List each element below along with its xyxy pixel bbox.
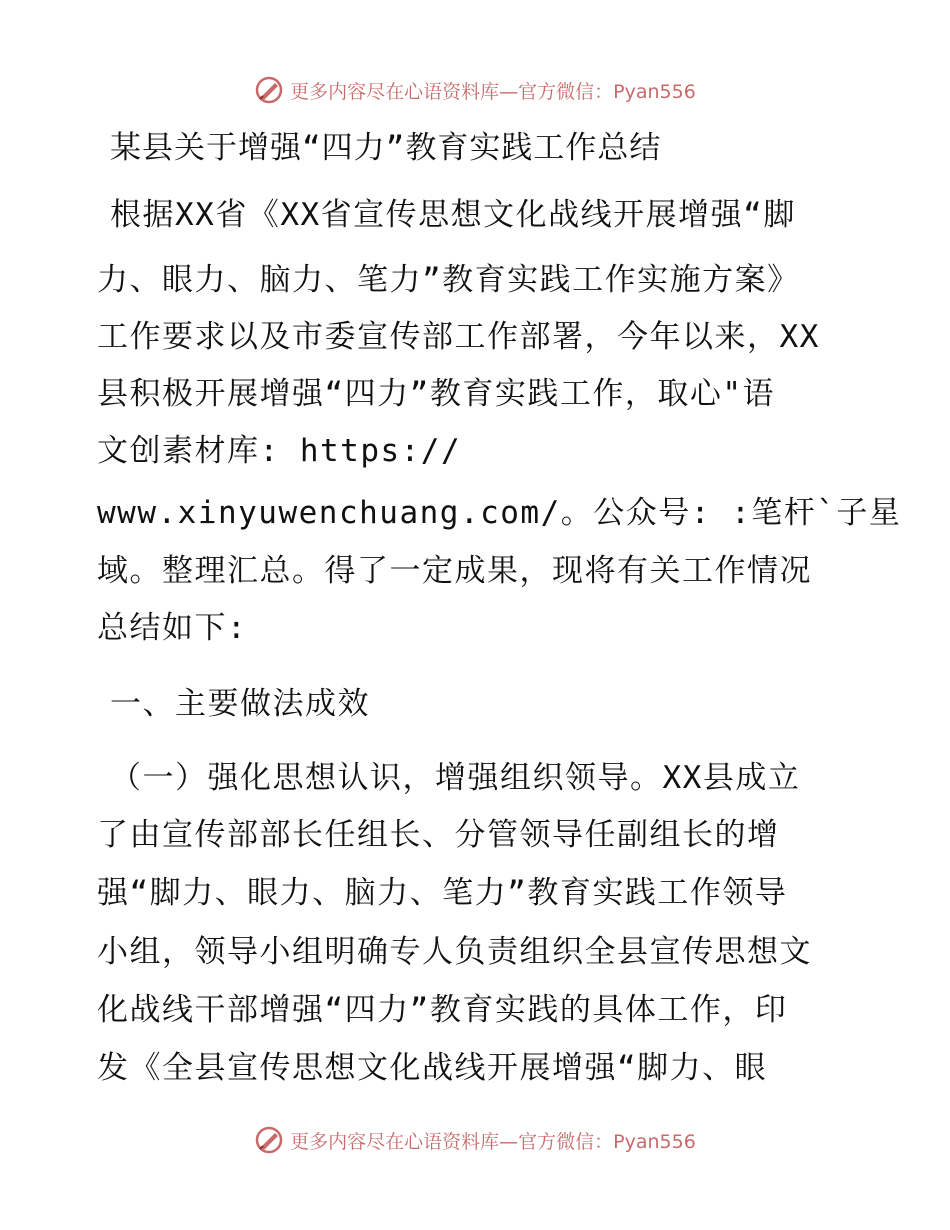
- pen-logo-icon: [254, 75, 284, 105]
- paragraph-line: 县积极开展增强“四力”教育实践工作，取心"语: [97, 376, 775, 412]
- paragraph-line: 工作要求以及市委宣传部工作部署，今年以来，XX: [97, 319, 820, 355]
- paragraph-line: 总结如下:: [97, 610, 248, 646]
- paragraph-line: 化战线干部增强“四力”教育实践的具体工作，印: [97, 992, 788, 1028]
- paragraph-line: www.xinyuwenchuang.com/。公众号: :笔杆`子星: [97, 495, 902, 531]
- paragraph-line: 力、眼力、脑力、笔力”教育实践工作实施方案》: [97, 262, 800, 298]
- watermark-banner-bottom: [0, 1120, 950, 1160]
- pen-logo-icon: [254, 1125, 284, 1155]
- paragraph-line: （一）强化思想认识，增强组织领导。XX县成立: [110, 760, 801, 796]
- watermark-contact: —官方微信：Pyan556: [499, 80, 696, 103]
- watermark-contact: —官方微信：Pyan556: [499, 1130, 696, 1153]
- paragraph-line: 发《全县宣传思想文化战线开展增强“脚力、眼: [97, 1050, 768, 1086]
- paragraph-line: 强“脚力、眼力、脑力、笔力”教育实践工作领导: [97, 875, 788, 911]
- watermark-text: 更多内容尽在心语资料库: [290, 1130, 500, 1153]
- document-title: 某县关于增强“四力”教育实践工作总结: [110, 130, 662, 166]
- watermark-text: 更多内容尽在心语资料库: [290, 80, 500, 103]
- section-heading: 一、主要做法成效: [110, 686, 370, 722]
- paragraph-line: 根据XX省《XX省宣传思想文化战线开展增强“脚: [110, 197, 796, 233]
- paragraph-line: 了由宣传部部长任组长、分管领导任副组长的增: [97, 817, 780, 853]
- paragraph-line: 小组，领导小组明确专人负责组织全县宣传思想文: [97, 934, 812, 970]
- watermark-banner-top: [0, 70, 950, 110]
- paragraph-line: 文创素材库: https://: [97, 433, 462, 469]
- paragraph-line: 域。整理汇总。得了一定成果，现将有关工作情况: [97, 553, 812, 589]
